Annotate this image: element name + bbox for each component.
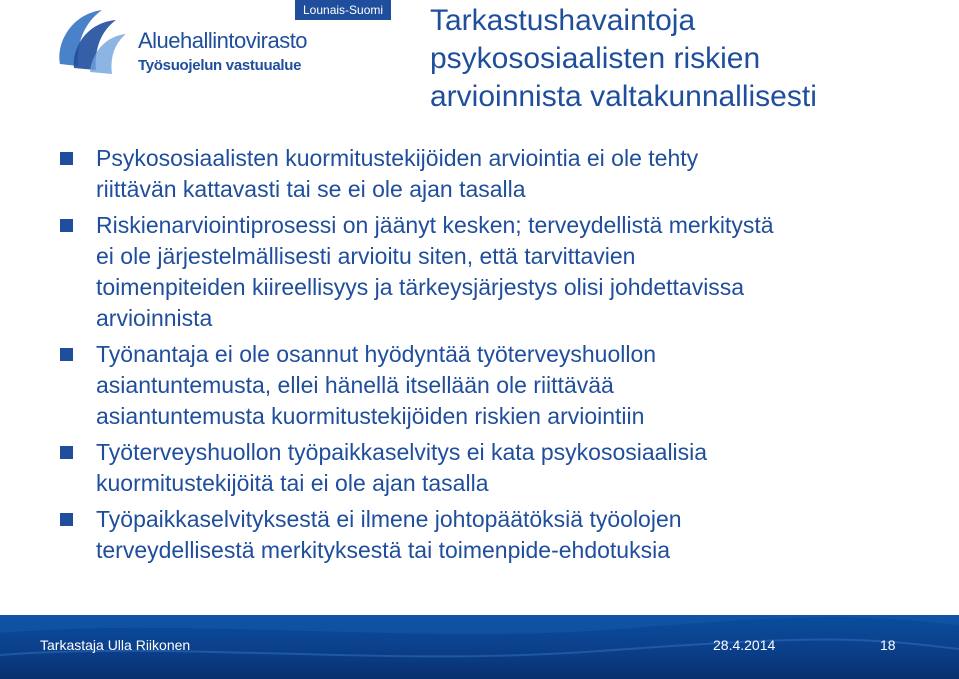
bullet-line: ei ole järjestelmällisesti arvioitu siten, että tarvittavien xyxy=(96,243,636,269)
square-bullet-icon xyxy=(60,513,73,526)
title-line: psykososiaalisten riskien xyxy=(430,42,761,75)
bullet-line: Työnantaja ei ole osannut hyödyntää työterveyshuollon xyxy=(96,341,657,367)
avi-logo-icon xyxy=(50,4,132,76)
bullet-line: arvioinnista xyxy=(96,305,213,331)
bullet-line: asiantuntemusta kuormitustekijöiden riskien arviointiin xyxy=(96,403,645,429)
bullet-line: Riskienarviointiprosessi on jäänyt kesken; terveydellistä merkitystä xyxy=(96,212,774,238)
bullet-text xyxy=(96,504,940,566)
bullet-item xyxy=(60,437,940,499)
logo xyxy=(50,0,384,80)
bullet-line: Psykososiaalisten kuormitustekijöiden arviointia ei ole tehty xyxy=(96,145,699,171)
title-line: Tarkastushavaintoja xyxy=(430,4,696,37)
footer-bar xyxy=(0,615,959,679)
bullet-text xyxy=(96,339,940,432)
bullet-line: riittävän kattavasti tai se ei ole ajan tasalla xyxy=(96,176,526,202)
bullet-line: Työpaikkaselvityksestä ei ilmene johtopäätöksiä työolojen xyxy=(96,506,682,532)
logo-region-badge: Lounais-Suomi xyxy=(295,0,391,20)
bullet-item xyxy=(60,210,940,334)
bullet-line: asiantuntemusta, ellei hänellä itsellään ole riittävää xyxy=(96,372,614,398)
bullet-text xyxy=(96,143,940,205)
bullet-item xyxy=(60,339,940,432)
square-bullet-icon xyxy=(60,219,73,232)
square-bullet-icon xyxy=(60,446,73,459)
bullet-line: toimenpiteiden kiireellisyys ja tärkeysjärjestys olisi johdettavissa xyxy=(96,274,745,300)
bullet-item xyxy=(60,143,940,205)
square-bullet-icon xyxy=(60,152,73,165)
footer-page-number: 18 xyxy=(880,637,896,653)
logo-subtitle: Työsuojelun vastuualue xyxy=(138,57,302,74)
bullet-text xyxy=(96,210,940,334)
footer-author: Tarkastaja Ulla Riikonen xyxy=(40,637,191,653)
title-line: arvioinnista valtakunnallisesti xyxy=(430,80,817,113)
bullet-list xyxy=(60,143,940,571)
bullet-text xyxy=(96,437,940,499)
logo-agency-name: Aluehallintovirasto xyxy=(138,28,308,53)
slide-title xyxy=(430,2,950,116)
bullet-line: kuormitustekijöitä tai ei ole ajan tasalla xyxy=(96,470,489,496)
bullet-line: Työterveyshuollon työpaikkaselvitys ei kata psykososiaalisia xyxy=(96,439,708,465)
footer-date: 28.4.2014 xyxy=(713,637,776,653)
bullet-line: terveydellisestä merkityksestä tai toimenpide-ehdotuksia xyxy=(96,537,670,563)
bullet-item xyxy=(60,504,940,566)
square-bullet-icon xyxy=(60,348,73,361)
